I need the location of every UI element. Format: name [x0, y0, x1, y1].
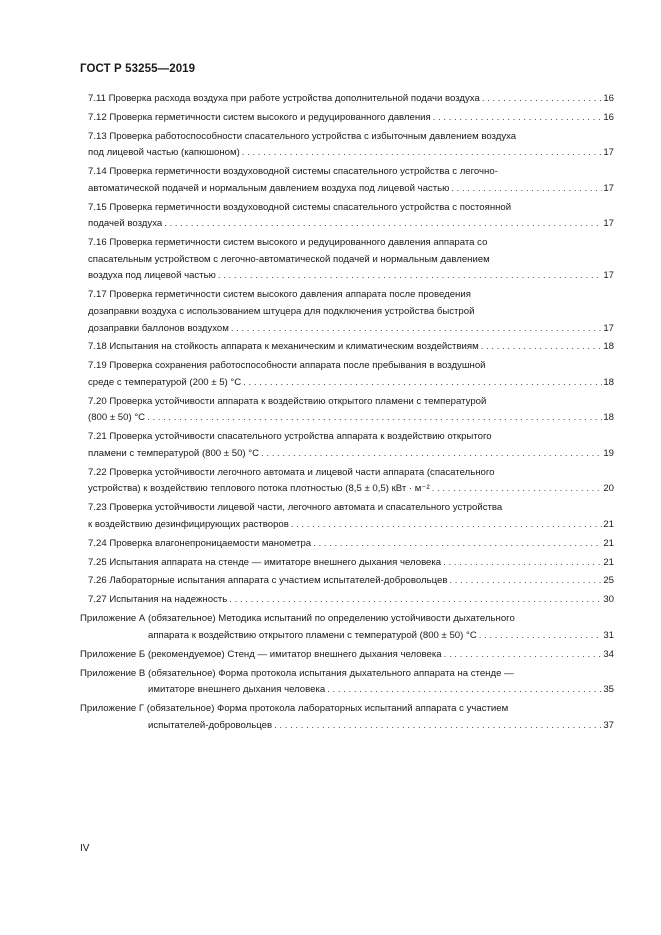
toc-page-number: 17: [603, 322, 614, 334]
toc-entry-line: [88, 200, 614, 217]
toc-entry-text: испытателей-добровольцев: [148, 719, 273, 731]
toc-entry-text: 7.18 Испытания на стойкость аппарата к механическим и климатическим воздействиям: [88, 341, 479, 353]
toc-entry-line: [88, 321, 614, 338]
toc-entry-line: [88, 500, 614, 517]
dot-leader: [442, 647, 603, 664]
toc-entry-text: Приложение В (обязательное) Форма протокола испытания дыхательного аппарата на стенде —: [80, 667, 514, 679]
toc-section-entry[interactable]: [80, 91, 614, 108]
toc-section-entry[interactable]: [80, 500, 614, 533]
dot-leader: [311, 536, 602, 553]
toc-entry-text: среде с температурой (200 ± 5) °С: [88, 376, 242, 388]
toc-page-number: 17: [603, 218, 614, 230]
dot-leader: [227, 592, 602, 609]
toc-entry-line: [80, 718, 614, 735]
toc-section-entry[interactable]: [80, 465, 614, 498]
toc-section-entry[interactable]: [80, 536, 614, 553]
dot-leader: [325, 682, 602, 699]
toc-page-number: 21: [603, 556, 614, 568]
dot-leader: [447, 573, 602, 590]
toc-entry-line: [88, 164, 614, 181]
toc-appendix-entry[interactable]: [80, 666, 614, 699]
dot-leader: [272, 718, 602, 735]
toc-entry-line: [80, 647, 614, 664]
toc-entry-text: 7.19 Проверка сохранения работоспособности аппарата после пребывания в воздушной: [88, 360, 486, 372]
toc-page-number: 35: [603, 684, 614, 696]
toc-entry-line: [88, 216, 614, 233]
toc-appendix-entry[interactable]: [80, 647, 614, 664]
toc-entry-line: [88, 145, 614, 162]
dot-leader: [145, 410, 602, 427]
toc-section-entry[interactable]: [80, 200, 614, 233]
toc-entry-text: 7.27 Испытания на надежность: [88, 594, 228, 606]
toc-entry-line: [80, 682, 614, 699]
toc-section-entry[interactable]: [80, 235, 614, 285]
toc-entry-text: 7.11 Проверка расхода воздуха при работе устройства дополнительной подачи воздуха: [88, 93, 480, 104]
toc-entry-line: [88, 358, 614, 375]
toc-entry-text: дозаправки воздуха с использованием штуцера для подключения устройства быстрой: [88, 305, 475, 317]
toc-entry-line: [88, 129, 614, 146]
toc-section-entry[interactable]: [80, 394, 614, 427]
toc-entry-text: 7.16 Проверка герметичности систем высокого и редуцированного давления аппарата со: [88, 237, 488, 249]
toc-entry-line: [88, 410, 614, 427]
toc-entry-line: [88, 110, 614, 127]
toc-entry-text: 7.14 Проверка герметичности воздуховодной системы спасательного устройства с легочно-: [88, 166, 498, 178]
toc-page-number: 18: [603, 412, 614, 424]
dot-leader: [241, 375, 602, 392]
toc-page-number: 21: [603, 537, 614, 549]
toc-entry-line: [88, 394, 614, 411]
toc-entry-text: 7.17 Проверка герметичности систем высокого давления аппарата после проведения: [88, 289, 471, 301]
dot-leader: [477, 628, 603, 645]
toc-entry-line: [80, 611, 614, 628]
toc-entry-text: 7.13 Проверка работоспособности спасательного устройства с избыточным давлением воздуха: [88, 130, 517, 142]
toc-entry-line: [88, 375, 614, 392]
toc-entry-line: [88, 252, 614, 269]
toc-page-number: 18: [603, 376, 614, 388]
toc-entry-text: воздуха под лицевой частью: [88, 270, 216, 282]
toc-page-number: 25: [603, 575, 614, 587]
toc-entry-line: [80, 628, 614, 645]
toc-entry-text: 7.21 Проверка устойчивости спасательного устройства аппарата к воздействию открытого: [88, 431, 492, 443]
toc-entry-text: под лицевой частью (капюшоном): [88, 147, 240, 159]
toc-entry-line: [88, 555, 614, 572]
toc-page-number: 30: [603, 594, 614, 606]
toc-page-number: 16: [603, 111, 614, 123]
dot-leader: [259, 446, 602, 463]
toc-page-number: 21: [603, 518, 614, 530]
toc-entry-text: 7.12 Проверка герметичности систем высокого и редуцированного давления: [88, 111, 431, 123]
toc-section-entry[interactable]: [80, 287, 614, 337]
toc-entry-text: 7.24 Проверка влагонепроницаемости манометра: [88, 537, 312, 549]
toc-entry-line: [88, 91, 614, 108]
toc-entry-line: [88, 235, 614, 252]
dot-leader: [449, 181, 602, 198]
dot-leader: [441, 555, 602, 572]
toc-section-entry[interactable]: [80, 555, 614, 572]
toc-entry-text: Приложение А (обязательное) Методика испытаний по определению устойчивости дыхательного: [80, 613, 515, 625]
toc-entry-line: [88, 446, 614, 463]
toc-page-number: 16: [603, 93, 614, 104]
toc-appendix-entry[interactable]: [80, 701, 614, 734]
toc-entry-text: 7.26 Лабораторные испытания аппарата с участием испытателей-добровольцев: [88, 575, 448, 587]
toc-entry-text: к воздействию дезинфицирующих растворов: [88, 518, 289, 530]
dot-leader: [479, 339, 603, 356]
toc-section-entry[interactable]: [80, 592, 614, 609]
toc-entry-text: пламени с температурой (800 ± 50) °С: [88, 447, 260, 459]
toc-entry-line: [88, 536, 614, 553]
toc-entry-text: устройства) к воздействию теплового потока плотностью (8,5 ± 0,5) кВт · м⁻²: [88, 483, 430, 495]
toc-entry-line: [80, 666, 614, 683]
toc-section-entry[interactable]: [80, 110, 614, 127]
toc-page-number: 19: [603, 447, 614, 459]
toc-entry-text: (800 ± 50) °С: [88, 412, 146, 424]
dot-leader: [430, 481, 603, 498]
dot-leader: [216, 268, 603, 285]
toc-entry-text: 7.22 Проверка устойчивости легочного автомата и лицевой части аппарата (спасательного: [88, 466, 495, 478]
toc-page-number: 18: [603, 341, 614, 353]
dot-leader: [480, 91, 603, 108]
toc-entry-text: автоматической подачей и нормальным давлением воздуха под лицевой частью: [88, 182, 450, 194]
toc-entry-text: спасательным устройством с легочно-автоматической подачей и нормальным давлением: [88, 253, 490, 265]
toc-entry-line: [88, 304, 614, 321]
toc-entry-line: [88, 181, 614, 198]
toc-entry-text: 7.15 Проверка герметичности воздуховодной системы спасательного устройства с постоянной: [88, 201, 512, 213]
toc-page-number: 17: [603, 270, 614, 282]
toc-section-entry[interactable]: [80, 358, 614, 391]
toc-page-number: 20: [603, 483, 614, 495]
toc-section-entry[interactable]: [80, 129, 614, 162]
toc-entry-line: [88, 592, 614, 609]
toc-page-number: 17: [603, 182, 614, 194]
toc-entry-line: [88, 573, 614, 590]
document-header: ГОСТ Р 53255—2019: [80, 63, 196, 75]
toc-page-number: 17: [603, 147, 614, 159]
dot-leader: [229, 321, 603, 338]
toc-entry-line: [88, 481, 614, 498]
toc-entry-text: подачей воздуха: [88, 218, 163, 230]
toc-entry-line: [88, 339, 614, 356]
toc-entry-text: Приложение Б (рекомендуемое) Стенд — имитатор внешнего дыхания человека: [80, 648, 442, 660]
toc-entry-text: 7.20 Проверка устойчивости аппарата к воздействию открытого пламени с температурой: [88, 395, 487, 407]
dot-leader: [289, 517, 602, 534]
toc-entry-text: имитаторе внешнего дыхания человека: [148, 684, 326, 696]
dot-leader: [162, 216, 602, 233]
toc-entry-line: [88, 429, 614, 446]
dot-leader: [240, 145, 603, 162]
toc-section-entry[interactable]: [80, 429, 614, 462]
toc-entry-text: 7.25 Испытания аппарата на стенде — имитаторе внешнего дыхания человека: [88, 556, 442, 568]
toc-page-number: 34: [603, 648, 614, 660]
toc-entry-text: 7.23 Проверка устойчивости лицевой части, легочного автомата и спасательного устройства: [88, 502, 503, 514]
dot-leader: [431, 110, 603, 127]
toc-entry-line: [88, 268, 614, 285]
toc-section-entry[interactable]: [80, 573, 614, 590]
toc-entry-line: [88, 287, 614, 304]
toc-section-entry[interactable]: [80, 164, 614, 197]
toc-entry-line: [88, 517, 614, 534]
toc-entry-text: аппарата к воздействию открытого пламени с температурой (800 ± 50) °С: [148, 629, 477, 641]
toc-entry-text: дозаправки баллонов воздухом: [88, 322, 229, 334]
toc-appendix-entry[interactable]: [80, 611, 614, 644]
toc-page-number: 31: [603, 629, 614, 641]
toc-entry-line: [88, 465, 614, 482]
page-number: IV: [80, 843, 90, 854]
toc-entry-text: Приложение Г (обязательное) Форма протокола лабораторных испытаний аппарата с участием: [80, 703, 509, 715]
toc-entry-line: [80, 701, 614, 718]
toc-page-number: 37: [603, 719, 614, 731]
toc-section-entry[interactable]: [80, 339, 614, 356]
table-of-contents: [80, 91, 614, 737]
